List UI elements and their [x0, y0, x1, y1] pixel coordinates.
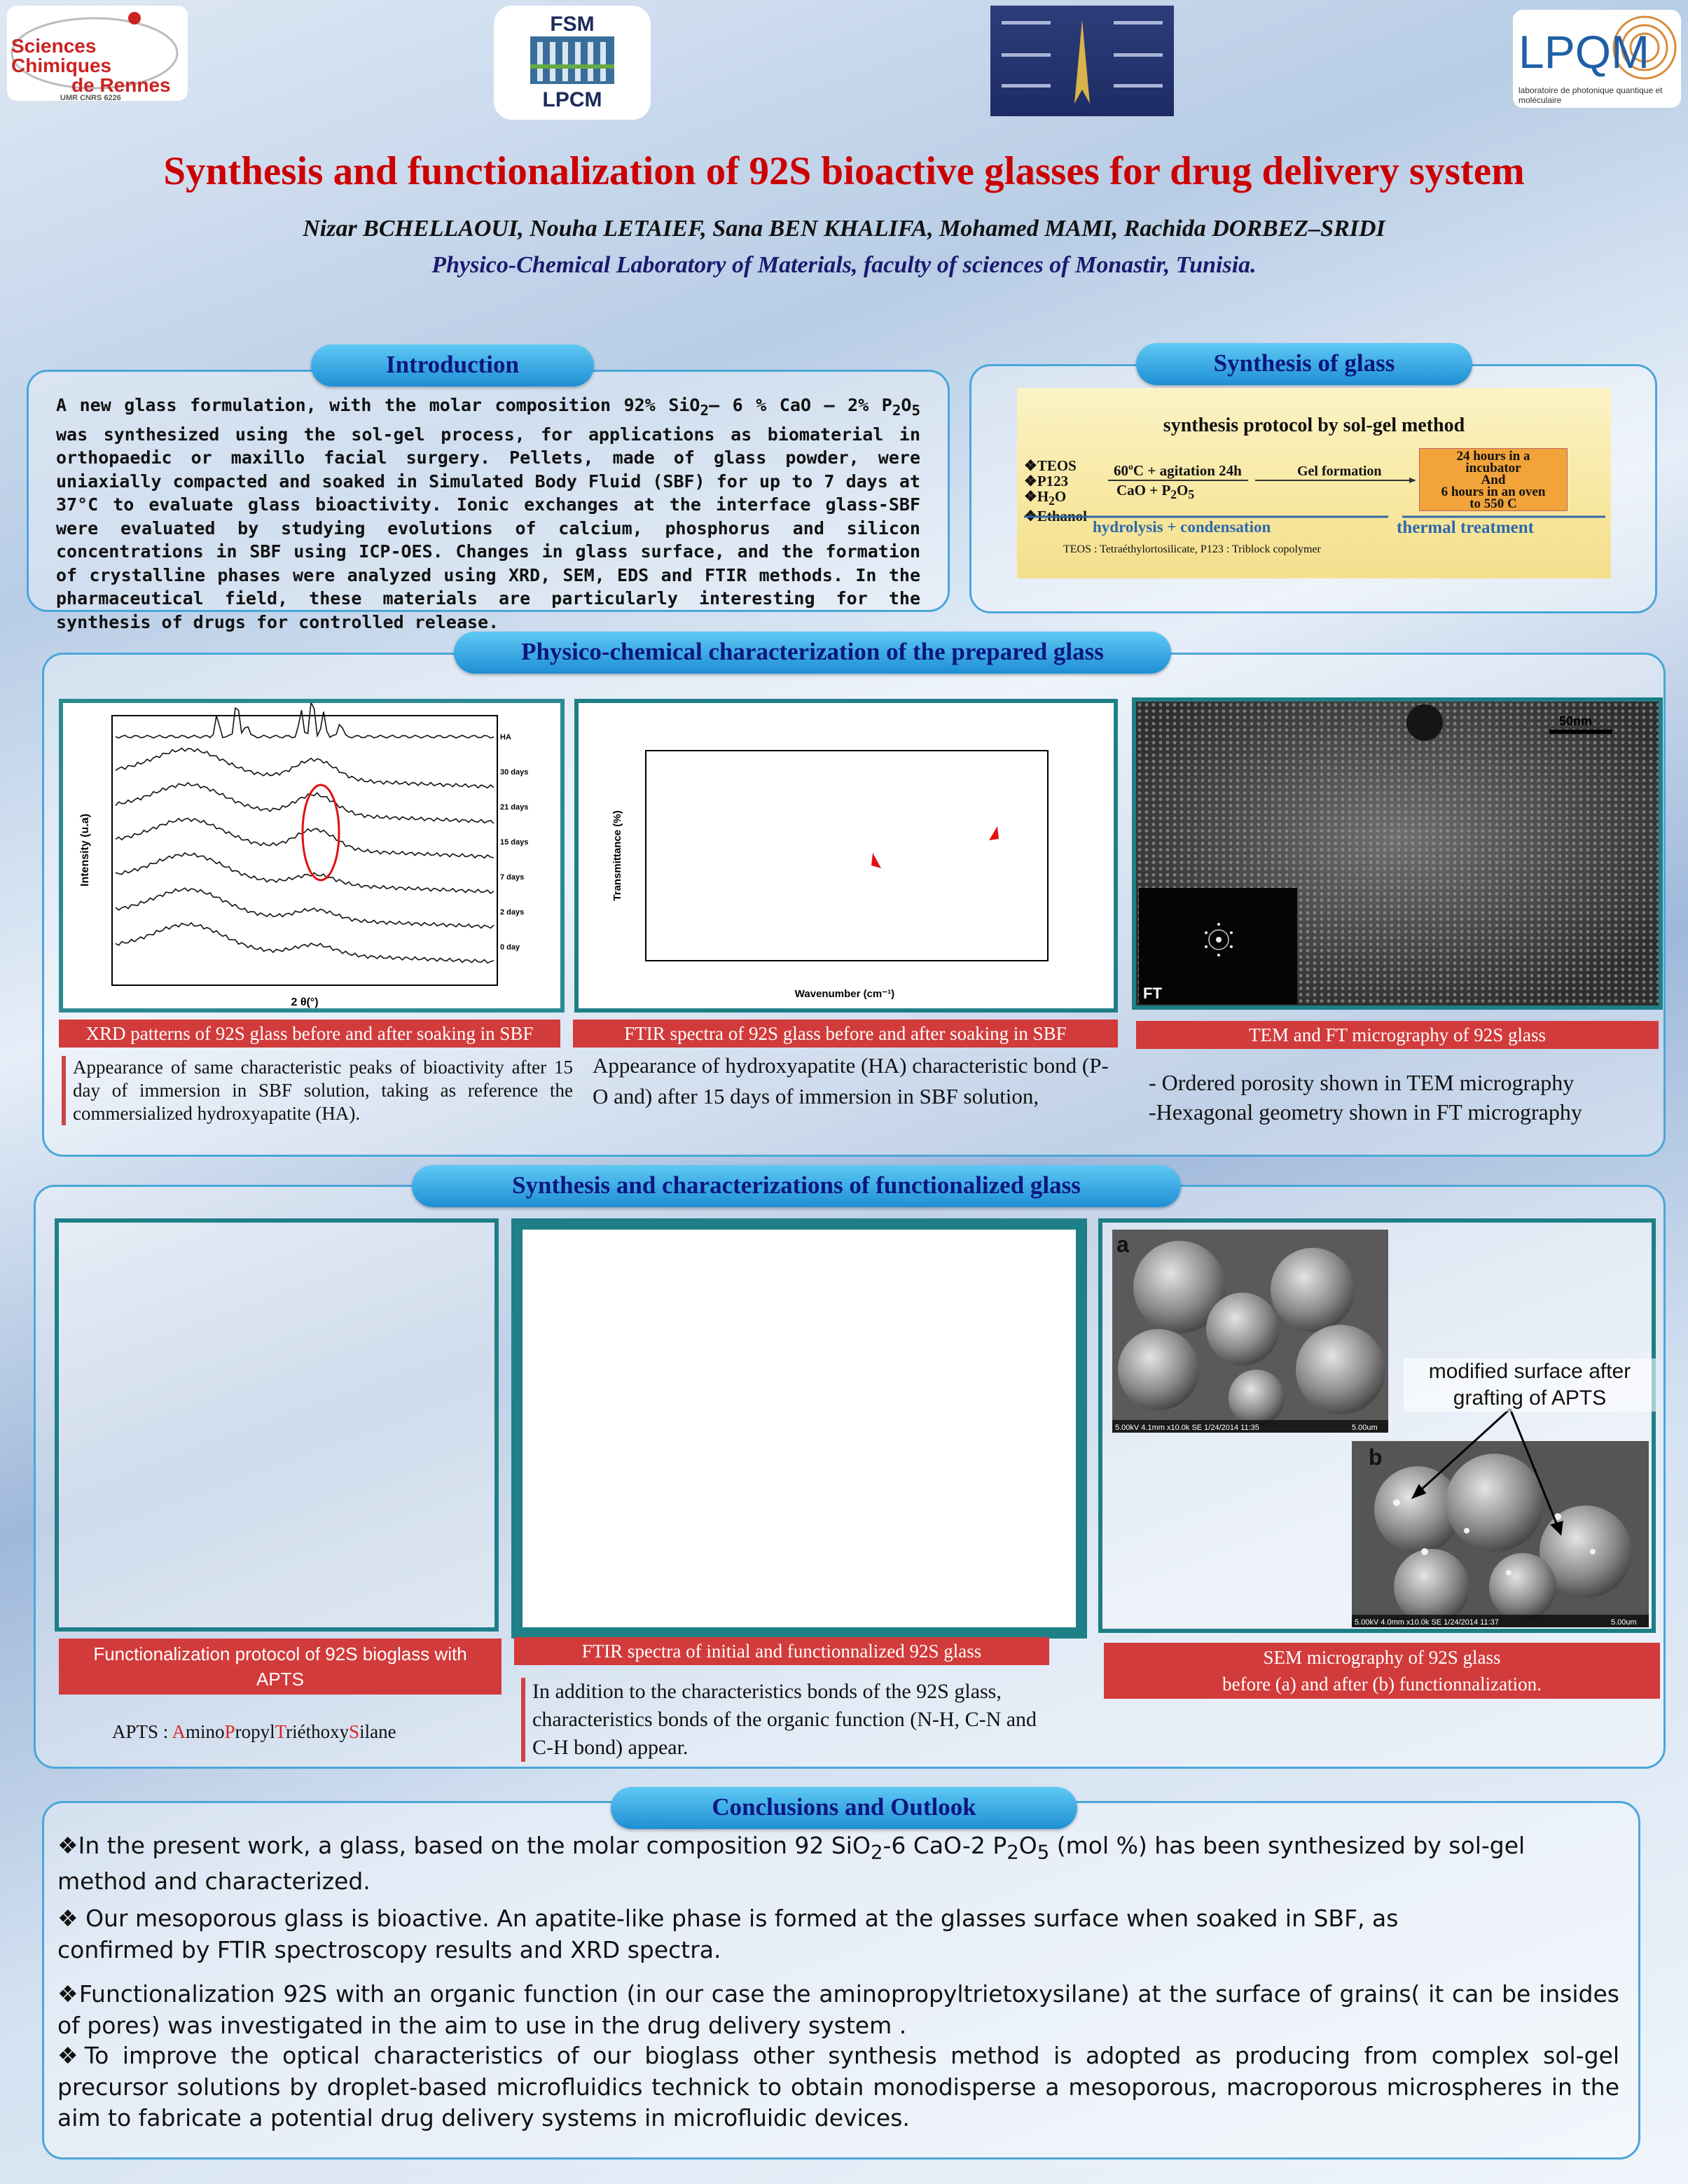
authors: Nizar BCHELLAOUI, Nouha LETAIEF, Sana BEN KHALIFA, Mohamed MAMI, Rachida DORBEZ–SRIDI [303, 216, 1385, 242]
conclusions-header: Conclusions and Outlook [611, 1787, 1077, 1829]
reagent-teos: ❖TEOS [1024, 457, 1077, 474]
sem-info-a: 5.00kV 4.1mm x10.0k SE 1/24/2014 11:35 [1115, 1424, 1259, 1432]
logo-fsm-lpcm [494, 6, 651, 120]
ftir-note: Appearance of hydroxyapatite (HA) characteristic bond (P-O and) after 15 days of immersion in SBF solution, [593, 1053, 1109, 1108]
apts-prefix: APTS : [112, 1721, 172, 1742]
apts-part-4: ilane [359, 1721, 396, 1742]
xrd-series-line [116, 783, 494, 823]
xrd-chart [63, 703, 560, 1008]
poster-title: Synthesis and functionalization of 92S bioactive glasses for drug delivery system [163, 149, 1525, 193]
intro-header: Introduction [311, 345, 594, 387]
tem-caption: TEM and FT micrography of 92S glass [1136, 1021, 1659, 1049]
intro-text-b: – 6 % CaO – 2% P [709, 395, 892, 415]
step1b-b: O [1177, 482, 1189, 499]
xrd-ylabel: Intensity (u.a) [79, 813, 91, 887]
conclusion-2: ❖ Our mesoporous glass is bioactive. An apatite-like phase is formed at the glasses surface when soaked in SBF, as confirmed by FTIR spectroscopy results and XRD spectra. [57, 1905, 1399, 1963]
xrd-series-line [116, 888, 494, 928]
tem-ft-label: FT [1143, 985, 1162, 1002]
func-ftir-figure [511, 1218, 1087, 1639]
step1b-sub2: 5 [1188, 487, 1195, 502]
intro-sub-c: 5 [911, 402, 920, 419]
logo-fsm: FSM [550, 13, 595, 36]
conclusion-1-c: O [1018, 1832, 1037, 1859]
reagent-h2o-o: O [1054, 488, 1067, 505]
protocol-hydrolysis: hydrolysis + condensation [1093, 518, 1271, 536]
xrd-caption: XRD patterns of 92S glass before and after soaking in SBF [59, 1020, 560, 1048]
heat-line-2: incubator [1465, 461, 1521, 475]
tem-scale-bar [1549, 730, 1612, 734]
protocol-title: synthesis protocol by sol-gel method [1163, 415, 1465, 436]
ministry-emblem-icon [990, 6, 1174, 116]
ftir-ylabel: Transmittance (%) [611, 810, 623, 901]
tem-note-1: - Ordered porosity shown in TEM micrography [1149, 1070, 1575, 1095]
reagent-h2o-sub: 2 [1049, 494, 1055, 508]
func-protocol-figure [55, 1218, 499, 1632]
protocol-arrows-icon [1108, 478, 1416, 492]
logo-lpqm [1513, 10, 1681, 108]
apts-part-3: riéthoxy [286, 1721, 350, 1742]
reagent-ethanol: ❖Ethanol [1024, 508, 1088, 525]
reagent-teos-label: TEOS [1037, 457, 1077, 474]
heat-line-1: 24 hours in a [1456, 449, 1530, 464]
logo-rennes-line1: Sciences Chimiques [11, 35, 112, 76]
intro-text-d: was synthesized using the sol-gel process, for applications as biomaterial in orthopaedic or maxillo facial surgery. Pellets, made of glass powder, were uniaxially compacted and soaked in Simulated Body Fluid (SBF) for up to 7 days at 37°C to evaluate glass bioactivity. Ionic exchanges at the interface glass-SBF were evaluated by studying evolutions of calcium, phosphorus and silicon concentrations in SBF using ICP-OES. Changes in glass surface, and the formation of crystalline phases were analyzed using XRD, SEM, EDS and FTIR methods. In the pharmaceutical field, these materials are particularly interesting for the synthesis of drugs for controlled release. [56, 424, 920, 632]
func-ftir-caption: FTIR spectra of initial and functionnalized 92S glass [514, 1637, 1049, 1665]
synthesis-protocol-box [1017, 388, 1611, 578]
xrd-series-label: 21 days [500, 803, 529, 812]
conclusion-1 [57, 1830, 1619, 1897]
sem-scale-b: 5.00um [1611, 1618, 1637, 1627]
heat-line-3: And [1481, 473, 1506, 487]
intro-text-c: O [901, 395, 912, 415]
sem-micrographs [1102, 1223, 1652, 1629]
conclusion-1-b: -6 CaO-2 P [883, 1832, 1007, 1859]
intro-sub-a: 2 [700, 402, 710, 419]
protocol-thermal: thermal treatment [1397, 518, 1534, 537]
tem-micrograph [1136, 702, 1659, 1006]
protocol-footnote: TEOS : Tetraéthylortosilicate, P123 : Triblock copolymer [1063, 543, 1321, 555]
conclusion-1-d: (mol %) has been synthesized by sol-gel method and characterized. [57, 1832, 1526, 1895]
apts-letter-p: P [224, 1721, 235, 1742]
sem-annotation: modified surface after grafting of APTS [1404, 1358, 1656, 1412]
affiliation: Physico-Chemical Laboratory of Materials, faculty of sciences of Monastir, Tunisia. [431, 252, 1257, 278]
logo-lpcm: LPCM [542, 88, 602, 111]
conclusion-1-sub2: 2 [1006, 1841, 1019, 1864]
tem-scale-label: 50nm [1559, 714, 1593, 728]
step1b-sub1: 2 [1170, 487, 1177, 502]
logo-lpqm-name: LPQM [1518, 26, 1650, 78]
logo-lpqm-sub: laboratoire de photonique quantique et moléculaire [1518, 85, 1663, 105]
reagent-p123: ❖P123 [1024, 473, 1069, 489]
logo-rennes-line2: de Rennes [71, 74, 171, 96]
xrd-series-label: 0 day [500, 943, 520, 952]
xrd-series-label: 2 days [500, 908, 525, 917]
xrd-figure-frame [59, 699, 565, 1013]
ftir-chart [579, 703, 1114, 1008]
ftir-caption: FTIR spectra of 92S glass before and after soaking in SBF [573, 1020, 1118, 1048]
xrd-series-label-group [500, 733, 528, 952]
xrd-series-line [116, 703, 494, 738]
reagent-h-label: H [1037, 488, 1049, 505]
tem-note-2: -Hexagonal geometry shown in FT micrography [1149, 1099, 1582, 1125]
protocol-gel: Gel formation [1297, 464, 1382, 479]
func-ftir-note: In addition to the characteristics bonds of the 92S glass, characteristics bonds of the organic function (N-H, C-N and C-H bond) appear. [521, 1678, 1053, 1762]
logo-ministry [990, 6, 1174, 116]
tem-dark-particle-icon [1406, 704, 1443, 741]
sem-scale-a: 5.00um [1352, 1424, 1378, 1432]
conclusion-1-sub3: 5 [1037, 1841, 1050, 1864]
protocol-heat-box [1419, 448, 1568, 511]
intro-text-a: A new glass formulation, with the molar composition 92% SiO [56, 395, 700, 415]
xrd-series-line [116, 749, 494, 788]
ftir-figure-frame [574, 699, 1118, 1013]
sem-info-b: 5.00kV 4.0mm x10.0k SE 1/24/2014 11:37 [1355, 1618, 1499, 1627]
conclusion-4: ❖To improve the optical characteristics of our bioglass other synthesis method is adopted as producing from complex sol-gel precursor solutions by droplet-based microfluidics technick to obtain monodisperse a mesoporous, macroporous microspheres in the aim to fabricate a potential drug delivery systems in microfluidic devices. [57, 2042, 1619, 2132]
apts-letter-a: A [172, 1721, 186, 1742]
ftir-red-arrow-2-icon [989, 826, 999, 840]
sem-caption-line-1: SEM micrography of 92S glass [1263, 1647, 1501, 1668]
logo-sciences-chimiques-rennes [7, 6, 188, 101]
ftir-axes-box [646, 751, 1048, 961]
xrd-highlight-ellipse [303, 785, 339, 880]
sem-label-a: a [1116, 1232, 1129, 1257]
reagent-ethanol-label: Ethanol [1037, 508, 1088, 525]
intro-text [56, 394, 920, 634]
conclusion-1-a: ❖In the present work, a glass, based on the molar composition 92 SiO [57, 1832, 871, 1859]
xrd-series-group [116, 703, 494, 963]
heat-line-4: 6 hours in an oven [1441, 485, 1546, 499]
fsm-building-icon [530, 36, 614, 84]
xrd-note: Appearance of same characteristic peaks of bioactivity after 15 day of immersion in SBF solution, taking as reference the commersialized hydroxyapatite (HA). [62, 1056, 573, 1125]
tem-ft-inset [1139, 888, 1297, 1004]
sem-figure-frame [1098, 1218, 1656, 1633]
apts-letter-t: T [275, 1721, 286, 1742]
xrd-xlabel: 2 θ(°) [291, 996, 319, 1008]
conclusion-1-sub1: 2 [870, 1841, 883, 1864]
sem-label-b: b [1369, 1445, 1383, 1470]
xrd-series-label: HA [500, 733, 511, 742]
xrd-series-label: 7 days [500, 873, 525, 882]
sem-caption [1104, 1643, 1660, 1699]
logo-rennes-sub: UMR CNRS 6226 [60, 94, 121, 101]
xrd-series-label: 30 days [500, 768, 529, 777]
xrd-series-label: 15 days [500, 838, 529, 847]
apts-part-1: mino [186, 1721, 225, 1742]
reagent-p123-label: P123 [1037, 473, 1069, 489]
apts-definition [112, 1720, 396, 1744]
intro-sub-b: 2 [892, 402, 901, 419]
step1b-a: CaO + P [1116, 482, 1171, 499]
synthesis-header: Synthesis of glass [1136, 343, 1472, 385]
apts-part-2: ropyl [235, 1721, 275, 1742]
heat-line-5: to 550 C [1469, 496, 1517, 511]
reagent-h2o: $❖H_2O$ [1024, 488, 1067, 508]
func-protocol-caption: Functionalization protocol of 92S bioglass with APTS [59, 1639, 501, 1695]
xrd-series-line [116, 923, 494, 963]
sem-caption-line-2: before (a) and after (b) functionnalization. [1222, 1674, 1542, 1695]
func-header: Synthesis and characterizations of functionalized glass [412, 1165, 1181, 1207]
apts-letter-s: S [349, 1721, 360, 1742]
physico-header: Physico-chemical characterization of the prepared glass [454, 632, 1171, 674]
ftir-red-arrow-1-icon [871, 853, 881, 868]
tem-figure-frame [1132, 697, 1663, 1010]
ftir-xlabel: Wavenumber (cm⁻¹) [794, 988, 895, 1000]
conclusion-3: ❖Functionalization 92S with an organic function (in our case the aminopropyltrietoxysilane) at the surface of grains( it can be insides of pores) was investigated in the aim to use in the drug delivery system . [57, 1980, 1619, 2039]
protocol-step1: 60ºC + agitation 24h [1114, 462, 1242, 479]
